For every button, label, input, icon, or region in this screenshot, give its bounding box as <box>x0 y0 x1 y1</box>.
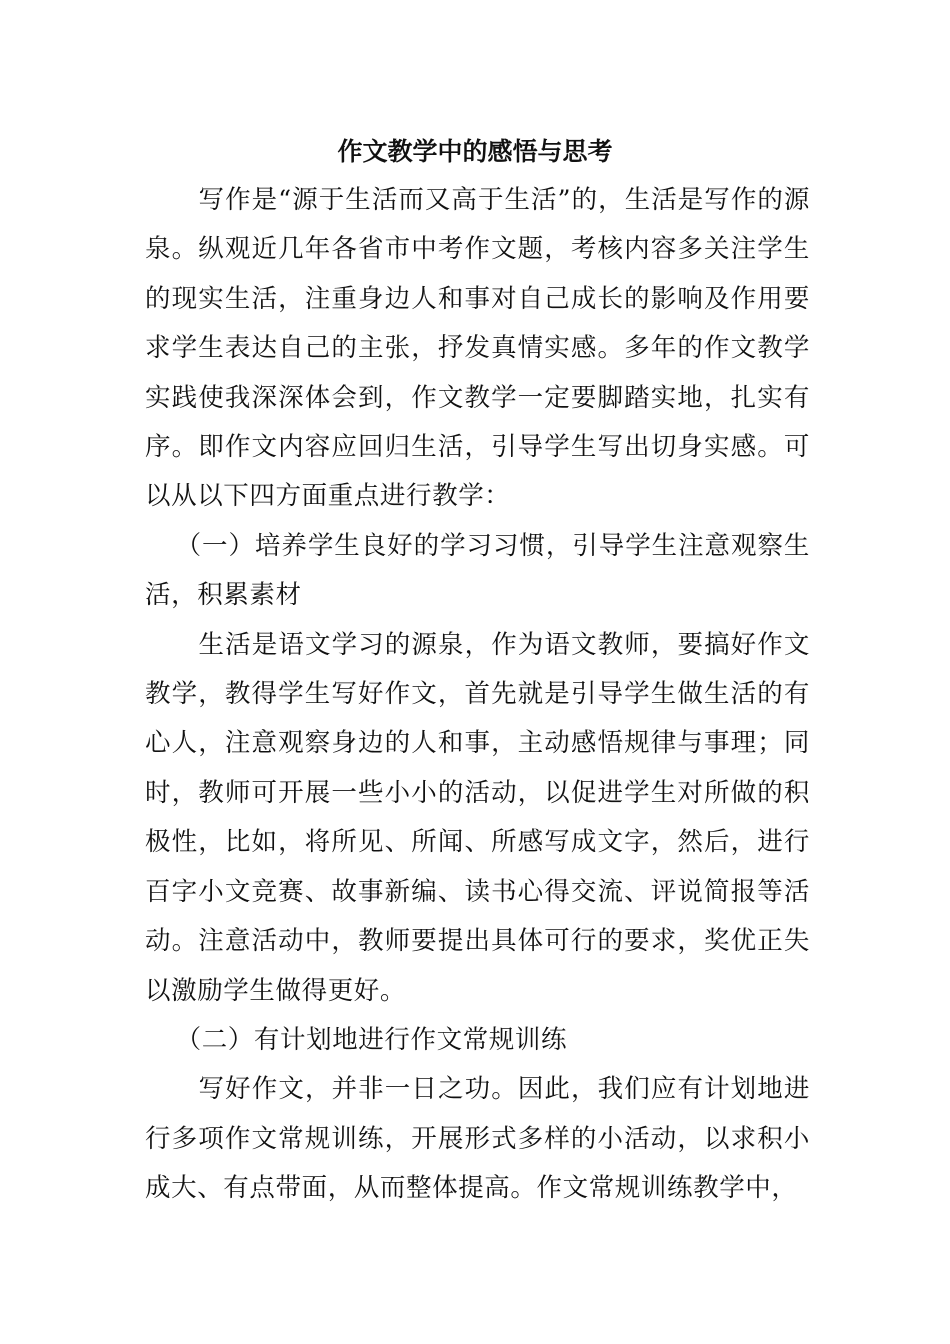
section-heading-2: （二）有计划地进行作文常规训练 <box>175 1024 568 1055</box>
paragraph-section-1: 生活是语文学习的源泉，作为语文教师，要搞好作文教学，教得学生写好作文，首先就是引导学生做生活的有心人，注意观察身边的人和事，主动感悟规律与事理；同时，教师可开展一些小小的活动，以促进学生对所做的积极性，比如，将所见、所闻、所感写成文字，然后，进行百字小文竞赛、故事新编、读书心得交流、评说简报等活动。注意活动中，教师要提出具体可行的要求，奖优正失以激励学生做得更好。 <box>145 629 810 1006</box>
paragraph-section-2: 写好作文，并非一日之功。因此，我们应有计划地进行多项作文常规训练，开展形式多样的小活动，以求积小成大、有点带面，从而整体提高。作文常规训练教学中， <box>145 1074 810 1204</box>
document-body <box>145 176 810 1214</box>
document-title: 作文教学中的感悟与思考 <box>337 137 613 166</box>
section-heading-1: （一）培养学生良好的学习习惯，引导学生注意观察生活，积累素材 <box>145 530 810 611</box>
paragraph-intro: 写作是“源于生活而又高于生活”的，生活是写作的源泉。纵观近几年各省市中考作文题，考核内容多关注学生的现实生活，注重身边人和事对自己成长的影响及作用要求学生表达自己的主张，抒发真情实感。多年的作文教学实践使我深深体会到，作文教学一定要脚踏实地，扎实有序。即作文内容应回归生活，引导学生写出切身实感。可以从以下四方面重点进行教学： <box>145 185 810 512</box>
